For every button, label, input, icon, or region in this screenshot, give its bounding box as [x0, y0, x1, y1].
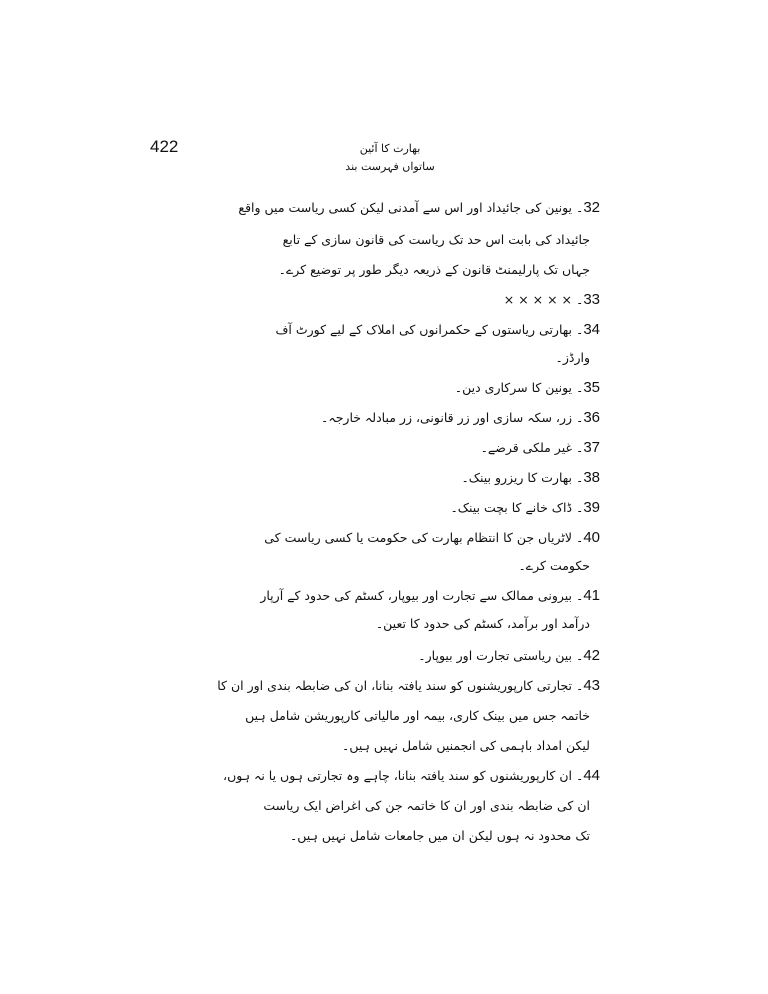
entry-number: 39 [583, 499, 600, 516]
entry-43-line-2: خاتمہ جس میں بینک کاری، بیمہ اور مالیاتی کارپوریشن شامل ہیں [245, 708, 590, 723]
entry-number: 33 [583, 291, 600, 308]
entry-44-line-3: تک محدود نہ ہوں لیکن ان میں جامعات شامل نہیں ہیں۔ [289, 828, 590, 843]
entry-40-line-1 [264, 528, 600, 548]
entry-40-line-2: حکومت کرے۔ [518, 558, 590, 573]
entry-text: ۔ یونین کا سرکاری دین۔ [454, 380, 584, 395]
entry-33-line-1 [504, 290, 600, 310]
entry-number: 34 [583, 321, 600, 338]
entry-number: 35 [583, 379, 600, 396]
entry-39-line-1 [450, 498, 600, 518]
entry-34-line-2: وارڈز۔ [555, 350, 590, 365]
entry-number: 38 [583, 469, 600, 486]
entry-41-line-1 [260, 586, 600, 606]
entry-number: 41 [583, 587, 600, 604]
entry-number: 37 [583, 439, 600, 456]
entry-38-line-1 [461, 468, 600, 488]
entry-44-line-1 [223, 766, 600, 786]
entry-36-line-1 [321, 408, 600, 428]
entry-number: 42 [583, 647, 600, 664]
entry-43-line-1 [217, 676, 600, 696]
entry-text: ۔ بین ریاستی تجارت اور بیوپار۔ [418, 648, 584, 663]
page-header-subtitle: ساتواں فہرست بند [345, 160, 435, 173]
entry-text: ۔ لاٹریاں جن کا انتظام بھارت کی حکومت یا کسی ریاست کی [264, 530, 584, 545]
entry-32-line-3: جہاں تک پارلیمنٹ قانون کے ذریعہ دیگر طور پر توضیع کرے۔ [278, 262, 590, 277]
entry-text: ۔ بیرونی ممالک سے تجارت اور بیوپار، کسٹم کی حدود کے آرپار [260, 588, 584, 603]
entry-32-line-1 [238, 198, 600, 218]
entry-text: ۔ × × × × × [503, 292, 584, 307]
entry-text: ۔ زر، سکہ سازی اور زر قانونی، زر مبادلہ خارجہ۔ [321, 410, 584, 425]
entry-35-line-1 [455, 378, 600, 398]
entry-text: ۔ ان کارپوریشنوں کو سند یافتہ بنانا، چاہے وہ تجارتی ہوں یا نہ ہوں، [223, 768, 584, 783]
entry-32-line-2: جائیداد کی بابت اس حد تک ریاست کی قانون سازی کے تابع [282, 232, 590, 247]
entry-41-line-2: درآمد اور برآمد، کسٹم کی حدود کا تعین۔ [375, 616, 590, 631]
entry-text: ۔ بھارت کا ریزرو بینک۔ [461, 470, 584, 485]
entry-text: ۔ تجارتی کارپوریشنوں کو سند یافتہ بنانا، ان کی ضابطہ بندی اور ان کا [217, 678, 584, 693]
page-number: 422 [150, 137, 179, 156]
entry-number: 36 [583, 409, 600, 426]
entry-44-line-2: ان کی ضابطہ بندی اور ان کا خاتمہ جن کی اغراض ایک ریاست [263, 798, 590, 813]
entry-number: 44 [583, 767, 600, 784]
entry-text: ۔ یونین کی جائیداد اور اس سے آمدنی لیکن کسی ریاست میں واقع [238, 200, 584, 215]
entry-number: 32 [583, 199, 600, 216]
entry-43-line-3: لیکن امداد باہمی کی انجمنیں شامل نہیں ہیں۔ [342, 738, 590, 753]
entry-37-line-1 [481, 438, 600, 458]
entry-number: 40 [583, 529, 600, 546]
entry-text: ۔ بھارتی ریاستوں کے حکمرانوں کی املاک کے لیے کورٹ آف [275, 322, 584, 337]
page-header-title: بھارت کا آئین [359, 142, 421, 155]
entry-number: 43 [583, 677, 600, 694]
entry-42-line-1 [418, 646, 600, 666]
entry-34-line-1 [275, 320, 600, 340]
entry-text: ۔ غیر ملکی قرضے۔ [480, 440, 584, 455]
entry-text: ۔ ڈاک خانے کا بچت بینک۔ [450, 500, 584, 515]
